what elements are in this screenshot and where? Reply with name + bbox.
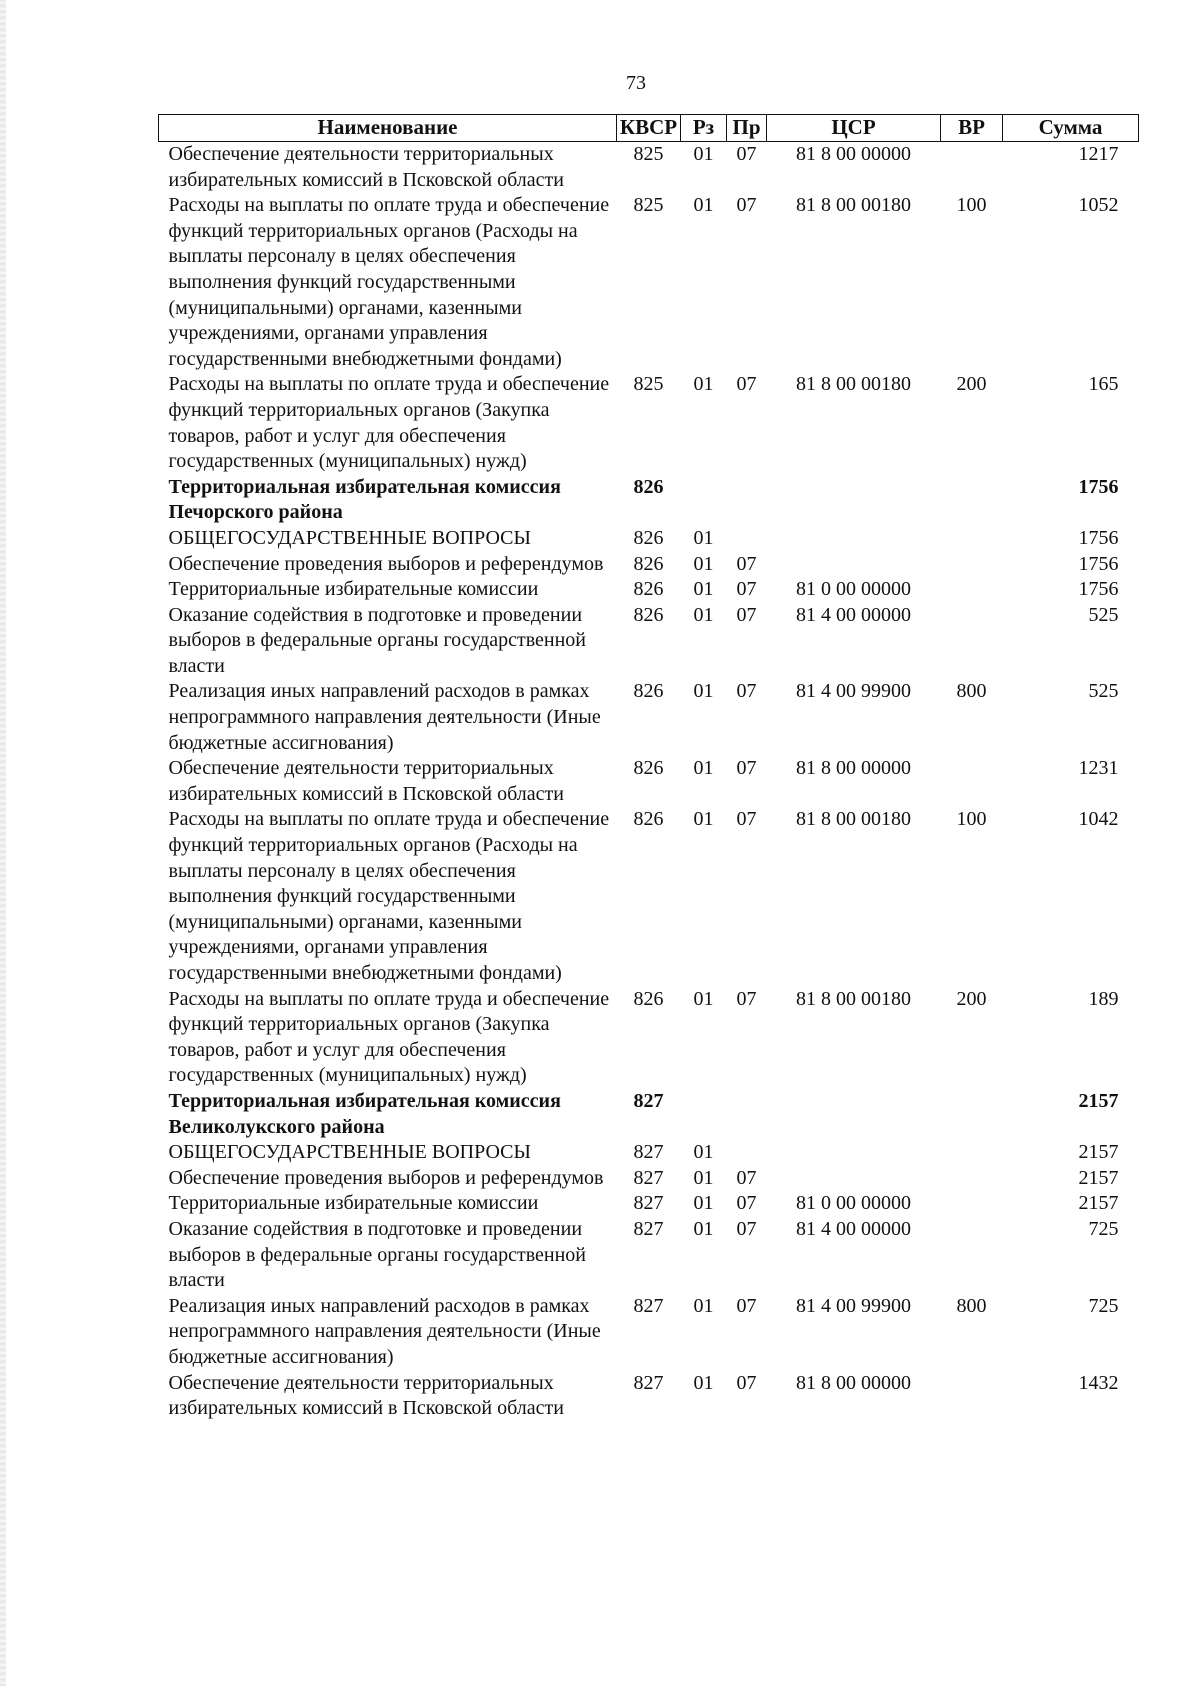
cell-pr: 07	[736, 987, 757, 1010]
cell-sum: 525	[1088, 680, 1119, 703]
cell-vr	[941, 1191, 1003, 1217]
cell-pr: 07	[736, 1166, 757, 1189]
cell-kvsr: 826	[633, 680, 664, 703]
cell-rz: 01	[693, 987, 714, 1010]
cell-name: Оказание содействия в подготовке и проведении выборов в федеральные органы государственной власти	[168, 603, 586, 677]
cell-vr: 100	[956, 194, 987, 217]
cell-sum: 1217	[1078, 143, 1119, 165]
cell-sum: 165	[1088, 373, 1119, 396]
cell-sum: 1756	[1078, 526, 1119, 549]
cell-sum: 1756	[1078, 475, 1119, 498]
cell-csr: 81 4 00 99900	[796, 1294, 911, 1317]
cell-pr: 07	[736, 194, 757, 217]
cell-kvsr: 826	[633, 475, 664, 498]
cell-sum: 2157	[1078, 1166, 1119, 1189]
cell-sum: 525	[1088, 603, 1119, 626]
cell-rz: 01	[693, 194, 714, 217]
cell-name: Расходы на выплаты по оплате труда и обеспечение функций территориальных органов (Закупка товаров, работ и услуг для обеспечения государственных (муниципальных) нужд)	[168, 373, 610, 473]
cell-pr: 07	[736, 373, 757, 396]
cell-pr: 07	[736, 603, 757, 626]
cell-csr: 81 0 00 00000	[796, 1192, 911, 1215]
cell-csr	[767, 1166, 941, 1192]
cell-name: Расходы на выплаты по оплате труда и обеспечение функций территориальных органов (Закупка товаров, работ и услуг для обеспечения государственных (муниципальных) нужд)	[168, 987, 610, 1087]
cell-vr	[941, 1166, 1003, 1192]
cell-vr: 800	[956, 680, 987, 703]
cell-pr: 07	[736, 680, 757, 703]
table-body	[159, 142, 1139, 1422]
cell-vr: 800	[956, 1294, 987, 1317]
table-row	[159, 603, 1139, 680]
cell-pr	[727, 1140, 767, 1166]
cell-name: Обеспечение деятельности территориальных избирательных комиссий в Псковской области	[168, 143, 564, 191]
cell-kvsr: 827	[633, 1089, 664, 1112]
cell-rz: 01	[693, 578, 714, 601]
table-row	[159, 1140, 1139, 1166]
header-sum: Сумма	[1003, 115, 1139, 142]
cell-rz	[681, 475, 727, 526]
cell-sum: 1756	[1078, 578, 1119, 601]
cell-rz: 01	[693, 757, 714, 780]
header-kvsr: КВСР	[617, 115, 681, 142]
cell-rz: 01	[693, 1166, 714, 1189]
cell-kvsr: 827	[633, 1217, 664, 1240]
table-row	[159, 193, 1139, 372]
cell-csr: 81 8 00 00000	[796, 1371, 911, 1394]
cell-sum: 2157	[1078, 1089, 1119, 1112]
cell-vr	[941, 603, 1003, 680]
cell-vr	[941, 1089, 1003, 1140]
cell-name: Расходы на выплаты по оплате труда и обеспечение функций территориальных органов (Расходы на выплаты персоналу в целях обеспечения выполнения функций государственными (муниципальными) органами, казенными учреждениями, органами управления государственными внебюджетными фондами)	[168, 194, 610, 370]
cell-sum: 189	[1088, 987, 1119, 1010]
cell-kvsr: 827	[633, 1371, 664, 1394]
cell-pr: 07	[736, 757, 757, 780]
cell-kvsr: 826	[633, 552, 664, 575]
table-row	[159, 142, 1139, 194]
table-row	[159, 807, 1139, 986]
cell-vr	[941, 526, 1003, 552]
cell-name: Расходы на выплаты по оплате труда и обеспечение функций территориальных органов (Расходы на выплаты персоналу в целях обеспечения выполнения функций государственными (муниципальными) органами, казенными учреждениями, органами управления государственными внебюджетными фондами)	[168, 808, 610, 984]
cell-csr: 81 8 00 00180	[796, 373, 911, 396]
cell-sum: 1756	[1078, 552, 1119, 575]
cell-sum: 1231	[1078, 757, 1119, 780]
table-row	[159, 1089, 1139, 1140]
cell-kvsr: 826	[633, 603, 664, 626]
cell-rz: 01	[693, 808, 714, 831]
cell-vr	[941, 552, 1003, 578]
cell-vr	[941, 142, 1003, 194]
table-row	[159, 1191, 1139, 1217]
cell-csr	[767, 475, 941, 526]
cell-sum: 725	[1088, 1217, 1119, 1240]
table-row	[159, 552, 1139, 578]
cell-name: Территориальные избирательные комиссии	[168, 578, 539, 601]
cell-name: Оказание содействия в подготовке и проведении выборов в федеральные органы государственной власти	[168, 1217, 586, 1292]
cell-rz	[681, 1089, 727, 1140]
cell-rz: 01	[693, 552, 714, 575]
cell-sum: 2157	[1078, 1192, 1119, 1215]
cell-rz: 01	[693, 680, 714, 703]
cell-rz: 01	[693, 1217, 714, 1240]
cell-csr: 81 0 00 00000	[796, 578, 911, 601]
table-row	[159, 756, 1139, 807]
cell-sum: 2157	[1078, 1141, 1119, 1164]
table-row	[159, 475, 1139, 526]
cell-csr	[767, 552, 941, 578]
header-rz: Рз	[681, 115, 727, 142]
cell-name: Территориальная избирательная комиссия Печорского района	[168, 475, 561, 524]
header-vr: ВР	[941, 115, 1003, 142]
cell-csr: 81 8 00 00180	[796, 808, 911, 831]
cell-kvsr: 826	[633, 526, 664, 549]
cell-rz: 01	[693, 1371, 714, 1394]
cell-name: ОБЩЕГОСУДАРСТВЕННЫЕ ВОПРОСЫ	[168, 1141, 531, 1164]
cell-pr: 07	[736, 1294, 757, 1317]
header-csr: ЦСР	[767, 115, 941, 142]
header-name: Наименование	[159, 115, 617, 142]
table-row	[159, 577, 1139, 603]
cell-kvsr: 825	[633, 373, 664, 396]
cell-name: Территориальная избирательная комиссия Великолукского района	[168, 1089, 561, 1138]
cell-vr	[941, 1371, 1003, 1422]
cell-rz: 01	[693, 1294, 714, 1317]
cell-kvsr: 826	[633, 987, 664, 1010]
cell-csr	[767, 1089, 941, 1140]
cell-name: Территориальные избирательные комиссии	[168, 1192, 539, 1215]
cell-name: Обеспечение деятельности территориальных избирательных комиссий в Псковской области	[168, 757, 564, 805]
table-row	[159, 679, 1139, 756]
cell-csr: 81 8 00 00180	[796, 194, 911, 217]
budget-table	[158, 114, 1139, 1422]
cell-sum: 1432	[1078, 1371, 1119, 1394]
cell-pr	[727, 526, 767, 552]
table-row	[159, 1217, 1139, 1294]
cell-vr	[941, 1217, 1003, 1294]
cell-vr	[941, 577, 1003, 603]
cell-csr: 81 8 00 00000	[796, 757, 911, 780]
cell-kvsr: 827	[633, 1141, 664, 1164]
cell-kvsr: 827	[633, 1192, 664, 1215]
cell-pr	[727, 475, 767, 526]
cell-sum: 1052	[1078, 194, 1119, 217]
cell-vr	[941, 756, 1003, 807]
cell-vr	[941, 1140, 1003, 1166]
cell-pr: 07	[736, 1192, 757, 1215]
cell-sum: 725	[1088, 1294, 1119, 1317]
table-row	[159, 372, 1139, 474]
cell-vr: 100	[956, 808, 987, 831]
table-row	[159, 526, 1139, 552]
table-row	[159, 987, 1139, 1089]
table-row	[159, 1166, 1139, 1192]
cell-kvsr: 826	[633, 808, 664, 831]
page-number: 73	[626, 72, 646, 94]
table-row	[159, 1371, 1139, 1422]
cell-sum: 1042	[1078, 808, 1119, 831]
cell-name: Реализация иных направлений расходов в рамках непрограммного направления деятельности (Иные бюджетные ассигнования)	[168, 680, 601, 754]
cell-rz: 01	[693, 603, 714, 626]
header-pr: Пр	[727, 115, 767, 142]
cell-kvsr: 825	[633, 194, 664, 217]
cell-rz: 01	[693, 143, 714, 165]
cell-pr: 07	[736, 552, 757, 575]
table-header-row	[159, 115, 1139, 142]
cell-vr: 200	[956, 373, 987, 396]
cell-rz: 01	[693, 373, 714, 396]
cell-vr: 200	[956, 987, 987, 1010]
cell-pr: 07	[736, 1371, 757, 1394]
cell-kvsr: 827	[633, 1166, 664, 1189]
cell-csr: 81 8 00 00180	[796, 987, 911, 1010]
scan-edge	[0, 0, 6, 1686]
cell-csr: 81 4 00 99900	[796, 680, 911, 703]
cell-pr: 07	[736, 143, 757, 165]
cell-name: Обеспечение проведения выборов и референдумов	[168, 552, 604, 575]
cell-name: Обеспечение деятельности территориальных избирательных комиссий в Псковской области	[168, 1371, 564, 1420]
cell-pr: 07	[736, 1217, 757, 1240]
cell-vr	[941, 475, 1003, 526]
cell-kvsr: 826	[633, 757, 664, 780]
cell-csr	[767, 1140, 941, 1166]
cell-name: Реализация иных направлений расходов в рамках непрограммного направления деятельности (Иные бюджетные ассигнования)	[168, 1294, 601, 1368]
cell-rz: 01	[693, 526, 714, 549]
cell-csr	[767, 526, 941, 552]
cell-name: ОБЩЕГОСУДАРСТВЕННЫЕ ВОПРОСЫ	[168, 526, 531, 549]
cell-pr: 07	[736, 578, 757, 601]
cell-name: Обеспечение проведения выборов и референдумов	[168, 1166, 604, 1189]
cell-csr: 81 8 00 00000	[796, 143, 911, 165]
cell-rz: 01	[693, 1192, 714, 1215]
cell-pr: 07	[736, 808, 757, 831]
cell-pr	[727, 1089, 767, 1140]
cell-kvsr: 826	[633, 578, 664, 601]
cell-csr: 81 4 00 00000	[796, 1217, 911, 1240]
cell-rz: 01	[693, 1141, 714, 1164]
table-row	[159, 1294, 1139, 1371]
cell-csr: 81 4 00 00000	[796, 603, 911, 626]
cell-kvsr: 825	[633, 143, 664, 165]
cell-kvsr: 827	[633, 1294, 664, 1317]
